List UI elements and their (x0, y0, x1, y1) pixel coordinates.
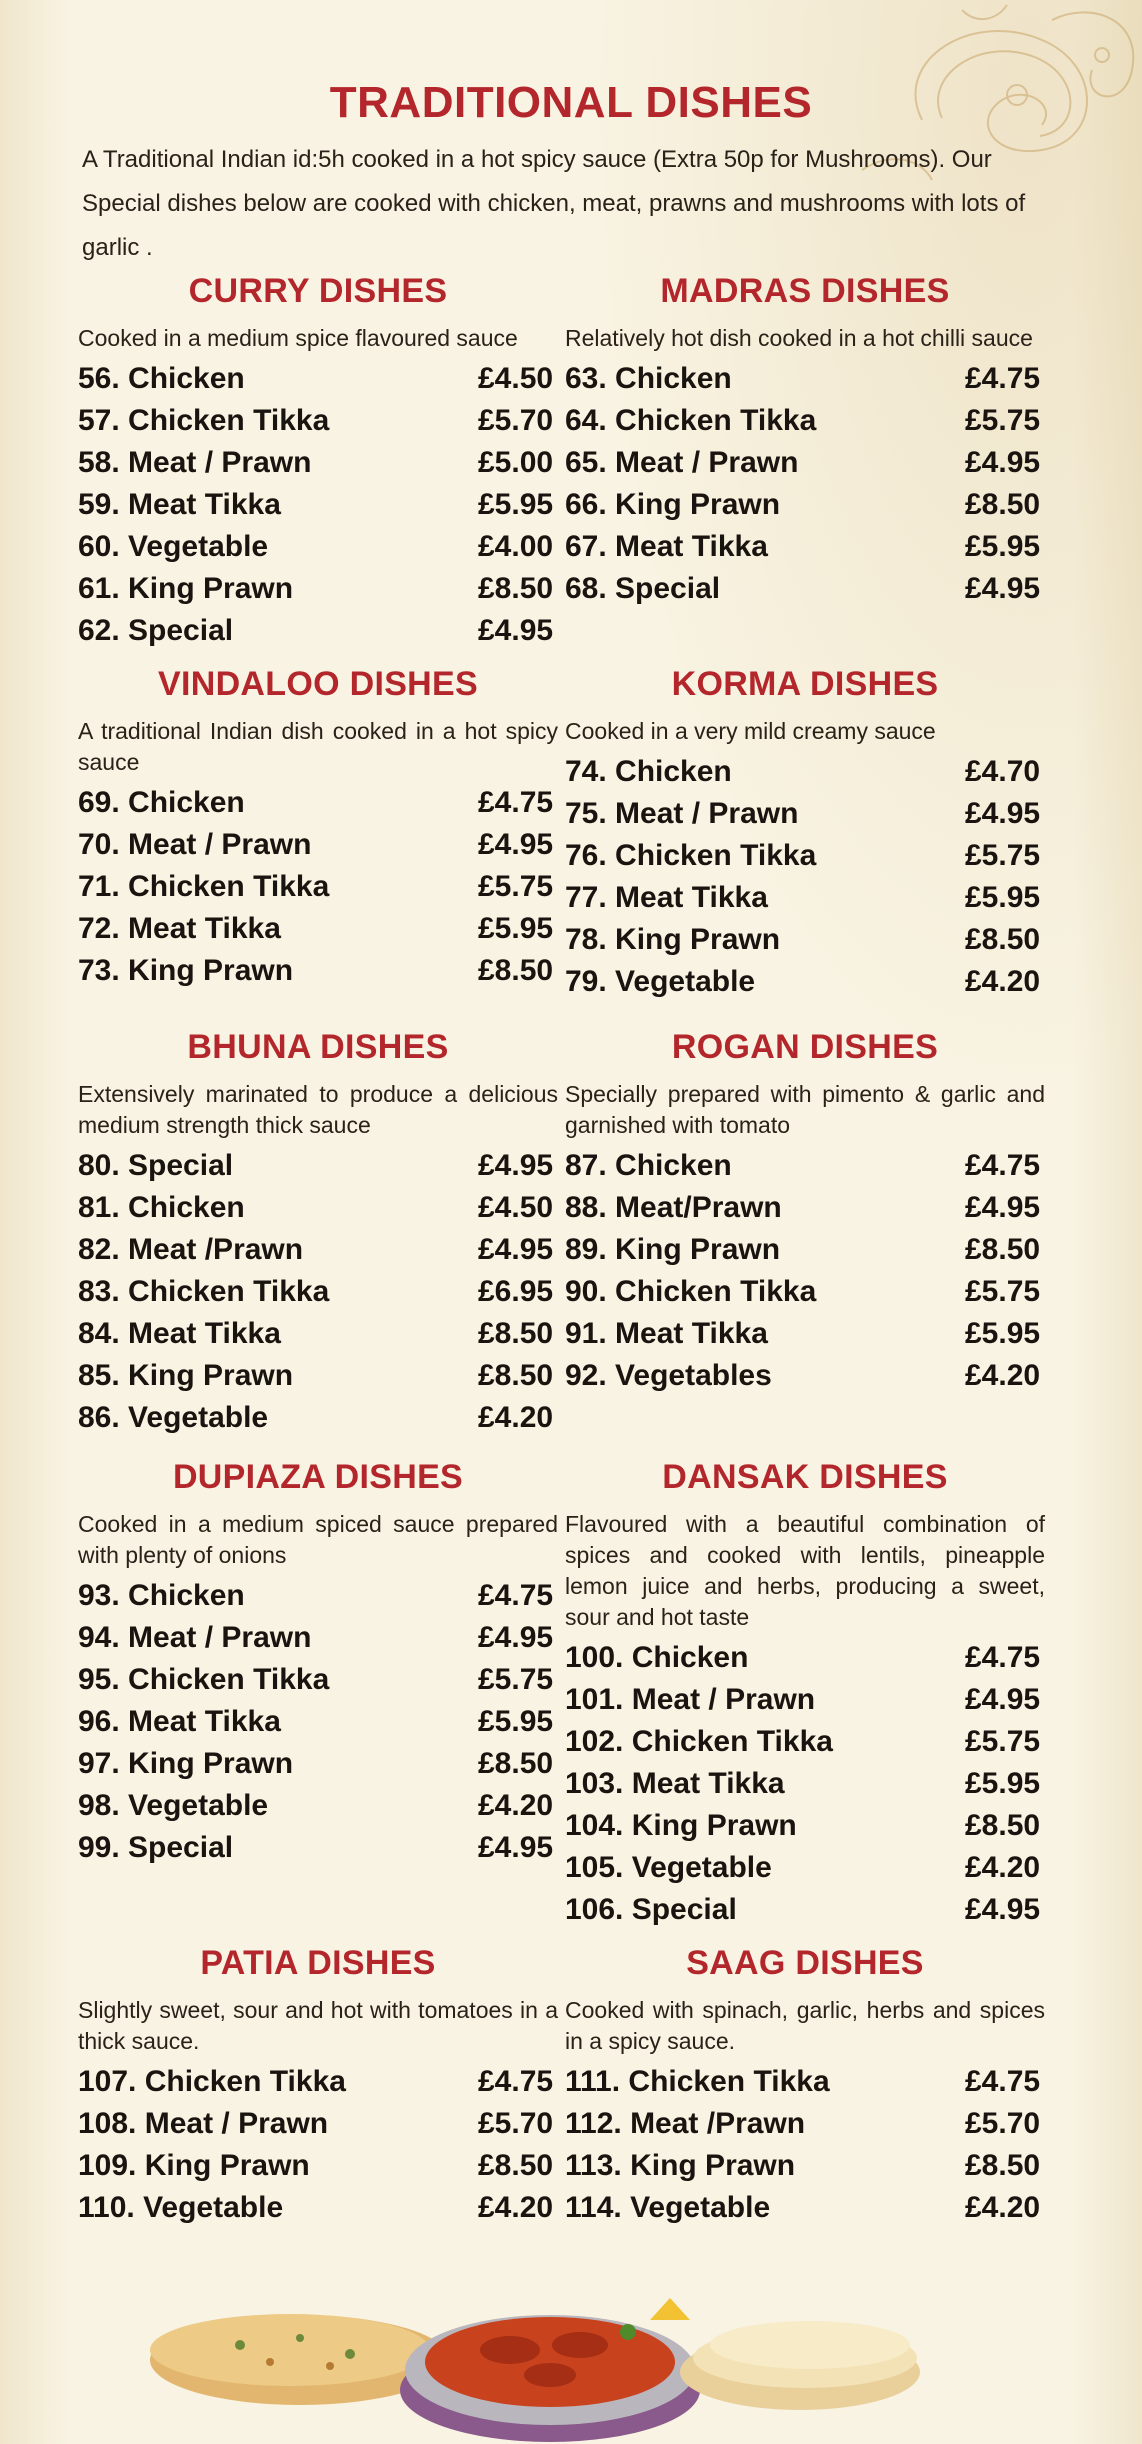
menu-item (565, 919, 1045, 961)
menu-item-price: £6.95 (478, 1275, 554, 1308)
menu-item-name: 99. Special (78, 1831, 234, 1864)
menu-item-price: £4.20 (478, 1401, 554, 1434)
menu-item (565, 1313, 1045, 1355)
section-dansak (565, 1458, 1045, 1931)
menu-item (565, 1679, 1045, 1721)
menu-item-price: £5.95 (478, 1705, 554, 1738)
menu-list (78, 1575, 558, 1869)
menu-item-price: £5.95 (965, 530, 1041, 563)
section-korma (565, 665, 1045, 1003)
section-patia (78, 1944, 558, 2229)
menu-item (565, 1187, 1045, 1229)
menu-item-price: £4.95 (478, 614, 554, 647)
menu-item-name: 105. Vegetable (565, 1851, 772, 1884)
menu-item (565, 1271, 1045, 1313)
menu-item-price: £4.95 (478, 1149, 554, 1182)
section-vindaloo (78, 665, 558, 992)
menu-item-name: 88. Meat/Prawn (565, 1191, 782, 1224)
menu-item-name: 77. Meat Tikka (565, 881, 768, 914)
menu-item (565, 358, 1045, 400)
menu-item (78, 1271, 558, 1313)
menu-item-name: 85. King Prawn (78, 1359, 294, 1392)
menu-item-name: 84. Meat Tikka (78, 1317, 281, 1350)
menu-item-price: £5.95 (965, 1317, 1041, 1350)
section-dupiaza (78, 1458, 558, 1869)
menu-item-name: 74. Chicken (565, 755, 732, 788)
menu-item-name: 59. Meat Tikka (78, 488, 281, 521)
menu-item-price: £5.70 (478, 2107, 554, 2140)
menu-item (78, 400, 558, 442)
menu-item-price: £4.75 (965, 2065, 1041, 2098)
menu-item (78, 1397, 558, 1439)
menu-item-price: £4.95 (965, 797, 1041, 830)
menu-item-name: 78. King Prawn (565, 923, 781, 956)
section-title: KORMA DISHES (671, 665, 939, 703)
menu-item-price: £5.95 (965, 881, 1041, 914)
menu-item-name: 94. Meat / Prawn (78, 1621, 312, 1654)
menu-item-price: £8.50 (478, 954, 554, 987)
section-title: MADRAS DISHES (660, 272, 950, 310)
section-rogan (565, 1028, 1045, 1397)
menu-item (565, 1805, 1045, 1847)
menu-item (565, 442, 1045, 484)
menu-item-price: £4.75 (965, 1641, 1041, 1674)
menu-item-price: £4.75 (478, 1579, 554, 1612)
menu-item-name: 67. Meat Tikka (565, 530, 768, 563)
menu-item (565, 877, 1045, 919)
section-title: VINDALOO DISHES (158, 665, 478, 703)
section-title: PATIA DISHES (200, 1944, 436, 1982)
menu-list (78, 358, 558, 652)
menu-item-price: £4.75 (965, 362, 1041, 395)
menu-list (78, 782, 558, 992)
menu-item-name: 82. Meat /Prawn (78, 1233, 304, 1266)
menu-list (78, 1145, 558, 1439)
menu-item (78, 610, 558, 652)
section-madras (565, 272, 1045, 610)
section-saag (565, 1944, 1045, 2229)
menu-item (78, 866, 558, 908)
poppadom-icon (680, 2321, 920, 2410)
menu-item-name: 114. Vegetable (565, 2191, 771, 2224)
menu-item-price: £8.50 (965, 488, 1041, 521)
menu-item-name: 111. Chicken Tikka (565, 2065, 830, 2098)
menu-item-name: 71. Chicken Tikka (78, 870, 330, 903)
menu-item-price: £5.75 (965, 1725, 1041, 1758)
menu-item-price: £8.50 (478, 1747, 554, 1780)
menu-item (78, 950, 558, 992)
menu-item (78, 1743, 558, 1785)
section-description: Relatively hot dish cooked in a hot chilli sauce (565, 325, 1033, 351)
menu-item (78, 2103, 558, 2145)
menu-item-name: 113. King Prawn (565, 2149, 796, 2182)
menu-item-price: £4.95 (965, 1191, 1041, 1224)
menu-item-price: £5.75 (478, 870, 554, 903)
menu-item-price: £5.75 (478, 1663, 554, 1696)
menu-item (78, 1701, 558, 1743)
menu-item (78, 484, 558, 526)
menu-item-price: £5.95 (478, 488, 554, 521)
section-title: SAAG DISHES (686, 1944, 924, 1982)
menu-item (565, 568, 1045, 610)
menu-item-name: 57. Chicken Tikka (78, 404, 330, 437)
menu-item-name: 73. King Prawn (78, 954, 294, 987)
menu-item-name: 66. King Prawn (565, 488, 781, 521)
section-description: Cooked in a medium spice flavoured sauce (78, 325, 518, 351)
menu-item-name: 68. Special (565, 572, 721, 605)
menu-list (565, 1637, 1045, 1931)
menu-item-name: 79. Vegetable (565, 965, 756, 998)
section-description: Flavoured with a beautiful combination of spices and cooked with lentils, pineapple lemon juice and herbs, producing a sweet, sour and hot taste (565, 1511, 1045, 1630)
section-title: DANSAK DISHES (662, 1458, 948, 1496)
menu-item (565, 1847, 1045, 1889)
menu-item-name: 86. Vegetable (78, 1401, 269, 1434)
menu-item-price: £4.95 (965, 1893, 1041, 1926)
menu-item-price: £8.50 (478, 572, 554, 605)
menu-item-name: 95. Chicken Tikka (78, 1663, 330, 1696)
menu-item-price: £4.95 (965, 446, 1041, 479)
menu-item (565, 1889, 1045, 1931)
menu-item-price: £8.50 (478, 1317, 554, 1350)
menu-item-price: £8.50 (478, 2149, 554, 2182)
menu-item-price: £4.75 (478, 786, 554, 819)
menu-item-price: £4.70 (965, 755, 1041, 788)
menu-item (78, 2145, 558, 2187)
menu-item (565, 526, 1045, 568)
menu-item-name: 61. King Prawn (78, 572, 294, 605)
menu-item-name: 112. Meat /Prawn (565, 2107, 806, 2140)
menu-item (565, 1355, 1045, 1397)
menu-item (565, 835, 1045, 877)
menu-item-price: £4.95 (965, 1683, 1041, 1716)
menu-item-price: £4.75 (478, 2065, 554, 2098)
menu-item-price: £4.20 (478, 2191, 554, 2224)
menu-item-name: 58. Meat / Prawn (78, 446, 312, 479)
section-description: Cooked with spinach, garlic, herbs and spices in a spicy sauce. (565, 1997, 1045, 2054)
page-title: TRADITIONAL DISHES (329, 78, 813, 127)
menu-item-name: 107. Chicken Tikka (78, 2065, 346, 2098)
menu-item-price: £4.50 (478, 362, 554, 395)
menu-item-price: £5.70 (965, 2107, 1041, 2140)
menu-item-price: £4.95 (478, 1621, 554, 1654)
menu-item (78, 1785, 558, 1827)
menu-item (78, 1617, 558, 1659)
menu-item (78, 2187, 558, 2229)
menu-item (565, 2187, 1045, 2229)
menu-item (78, 2061, 558, 2103)
menu-item-name: 110. Vegetable (78, 2191, 284, 2224)
curry-dish-icon (400, 2298, 700, 2442)
menu-item (565, 1145, 1045, 1187)
menu-item (78, 1659, 558, 1701)
menu-item-name: 91. Meat Tikka (565, 1317, 768, 1350)
section-description: Cooked in a medium spiced sauce prepared with plenty of onions (78, 1511, 558, 1568)
menu-list (565, 358, 1045, 610)
section-description: Specially prepared with pimento & garlic and garnished with tomato (565, 1081, 1045, 1138)
menu-item-name: 101. Meat / Prawn (565, 1683, 816, 1716)
menu-item-name: 90. Chicken Tikka (565, 1275, 817, 1308)
menu-item-name: 96. Meat Tikka (78, 1705, 281, 1738)
menu-item-name: 104. King Prawn (565, 1809, 797, 1842)
menu-item (78, 782, 558, 824)
menu-item-price: £4.20 (965, 1851, 1041, 1884)
menu-item-name: 72. Meat Tikka (78, 912, 281, 945)
menu-item (78, 908, 558, 950)
menu-item (565, 2061, 1045, 2103)
menu-item-price: £4.00 (478, 530, 554, 563)
section-title: BHUNA DISHES (187, 1028, 449, 1066)
menu-item (565, 1721, 1045, 1763)
menu-item-price: £8.50 (478, 1359, 554, 1392)
section-curry (78, 272, 558, 652)
menu-item-name: 102. Chicken Tikka (565, 1725, 833, 1758)
menu-item-price: £5.75 (965, 1275, 1041, 1308)
section-bhuna (78, 1028, 558, 1439)
menu-item-name: 93. Chicken (78, 1579, 245, 1612)
menu-item-name: 70. Meat / Prawn (78, 828, 312, 861)
menu-item-name: 97. King Prawn (78, 1747, 294, 1780)
menu-item (565, 484, 1045, 526)
menu-item (565, 793, 1045, 835)
menu-item (78, 1229, 558, 1271)
menu-item-price: £4.75 (965, 1149, 1041, 1182)
intro-text: A Traditional Indian id:5h cooked in a hot spicy sauce (Extra 50p for Mushrooms). Our Special dishes below are cooked with chicken, meat, prawns and mushrooms with lots of garlic . (82, 146, 1026, 261)
menu-item-price: £5.75 (965, 404, 1041, 437)
menu-item-price: £5.95 (965, 1767, 1041, 1800)
menu-item-price: £4.95 (965, 572, 1041, 605)
menu-item-price: £4.20 (478, 1789, 554, 1822)
section-description: Extensively marinated to produce a delicious medium strength thick sauce (78, 1081, 558, 1138)
menu-item-name: 103. Meat Tikka (565, 1767, 785, 1800)
menu-item (78, 824, 558, 866)
menu-item-name: 108. Meat / Prawn (78, 2107, 329, 2140)
menu-item-name: 106. Special (565, 1893, 737, 1926)
menu-item-price: £5.70 (478, 404, 554, 437)
menu-item-name: 60. Vegetable (78, 530, 269, 563)
section-title: ROGAN DISHES (671, 1028, 939, 1066)
section-description: A traditional Indian dish cooked in a hot spicy sauce (78, 718, 558, 775)
menu-item-name: 80. Special (78, 1149, 234, 1182)
menu-item-price: £8.50 (965, 1233, 1041, 1266)
menu-item-price: £4.95 (478, 1831, 554, 1864)
menu-item (565, 1637, 1045, 1679)
menu-item (78, 442, 558, 484)
section-description: Cooked in a very mild creamy sauce (565, 718, 936, 744)
menu-item-name: 109. King Prawn (78, 2149, 310, 2182)
menu-item (78, 526, 558, 568)
menu-item (78, 358, 558, 400)
section-title: DUPIAZA DISHES (172, 1458, 464, 1496)
menu-item-price: £5.95 (478, 912, 554, 945)
menu-list (78, 2061, 558, 2229)
menu-item-name: 63. Chicken (565, 362, 732, 395)
menu-item-name: 56. Chicken (78, 362, 245, 395)
menu-item (565, 751, 1045, 793)
menu-item-name: 65. Meat / Prawn (565, 446, 799, 479)
menu-item (565, 961, 1045, 1003)
menu-item (565, 400, 1045, 442)
section-description: Slightly sweet, sour and hot with tomatoes in a thick sauce. (78, 1997, 558, 2054)
menu-item-name: 100. Chicken (565, 1641, 749, 1674)
menu-item (78, 1827, 558, 1869)
menu-item (565, 2145, 1045, 2187)
menu-item-price: £5.00 (478, 446, 554, 479)
menu-item-name: 75. Meat / Prawn (565, 797, 799, 830)
menu-item-price: £8.50 (965, 923, 1041, 956)
menu-item (565, 1229, 1045, 1271)
menu-item (78, 1313, 558, 1355)
menu-item-price: £4.95 (478, 1233, 554, 1266)
menu-item-price: £4.20 (965, 965, 1041, 998)
food-illustration (150, 2250, 930, 2444)
menu-item-name: 98. Vegetable (78, 1789, 269, 1822)
menu-item-price: £5.75 (965, 839, 1041, 872)
menu-item-name: 76. Chicken Tikka (565, 839, 817, 872)
menu-item-price: £8.50 (965, 1809, 1041, 1842)
menu-item (78, 1355, 558, 1397)
menu-item (565, 2103, 1045, 2145)
menu-item-price: £4.20 (965, 2191, 1041, 2224)
menu-list (565, 751, 1045, 1003)
menu-item (78, 568, 558, 610)
menu-item-name: 69. Chicken (78, 786, 245, 819)
menu-item (78, 1145, 558, 1187)
menu-item-name: 64. Chicken Tikka (565, 404, 817, 437)
menu-item-price: £4.20 (965, 1359, 1041, 1392)
menu-item-name: 83. Chicken Tikka (78, 1275, 330, 1308)
menu-item (78, 1187, 558, 1229)
section-title: CURRY DISHES (188, 272, 448, 310)
menu-item-price: £4.95 (478, 828, 554, 861)
menu-item-name: 62. Special (78, 614, 234, 647)
menu-item (565, 1763, 1045, 1805)
menu-list (565, 1145, 1045, 1397)
menu-item-name: 81. Chicken (78, 1191, 245, 1224)
menu-item-name: 89. King Prawn (565, 1233, 781, 1266)
menu-item-name: 87. Chicken (565, 1149, 732, 1182)
menu-item (78, 1575, 558, 1617)
menu-item-price: £8.50 (965, 2149, 1041, 2182)
menu-item-name: 92. Vegetables (565, 1359, 772, 1392)
menu-item-price: £4.50 (478, 1191, 554, 1224)
menu-list (565, 2061, 1045, 2229)
